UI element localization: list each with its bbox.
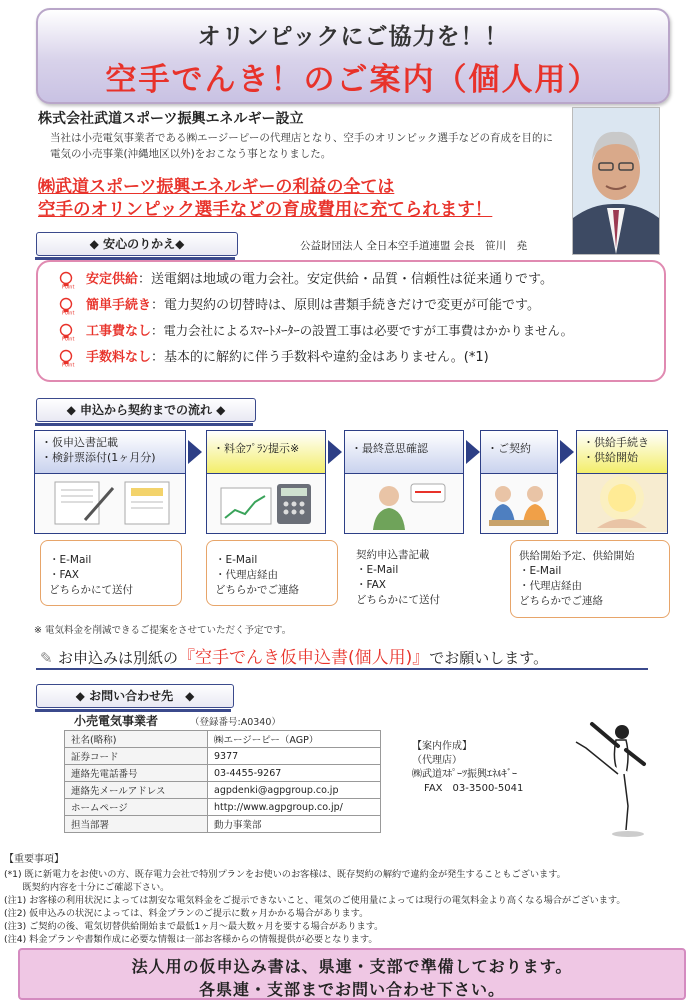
bubble-line: ・代理店経由 [215,569,278,581]
agent-fax: FAX 03-3500-5041 [424,783,524,794]
point-bulb-icon [58,349,80,367]
agent-line: ㈱武道ｽﾎﾟｰﾂ振興ｴﾈﾙｷﾞｰ [412,769,517,780]
point-bulb-icon [58,323,80,341]
flow-bubble-4 [510,540,670,618]
svg-text:Point: Point [62,336,75,341]
important-item: 既契約内容を十分にご確認下さい。 [4,882,170,893]
header-line2: 空手でんき！のご案内（個人用） [105,62,601,98]
registration-number: （登録番号:A0340） [190,717,281,728]
assurance-row [58,294,540,318]
bubble-line: ・E-Mail [519,565,562,577]
bubble-title: 契約申込書記載 [356,549,430,561]
bubble-line: どちらかにて送付 [49,584,133,596]
footer-banner [18,948,686,1000]
agent-line: （代理店） [412,755,462,766]
svg-text:Point: Point [62,284,75,289]
assurance-row [58,320,573,344]
bubble-line: ・E-Mail [356,564,399,576]
step-line: ・料金ﾌﾟﾗﾝ提示※ [213,442,300,455]
bubble-title: 供給開始予定、供給開始 [519,550,635,562]
footer-line2: 各県連・支部までお問い合わせ下さい。 [198,980,505,999]
footer-line1: 法人用の仮申込み書は、県連・支部で準備しております。 [131,957,573,976]
pen-icon: ✎ [40,649,53,667]
step-line: ・検針票添付(1ヶ月分) [41,451,156,464]
title-banner [36,8,670,104]
highlight-line2: 空手のオリンピック選手などの育成費用に充てられます！ [38,200,493,220]
assurance-text: ：電力契約の切替時は、原則は書類手続きだけで変更が可能です。 [151,298,540,313]
svg-text:Point: Point [62,362,75,367]
step-line: ・供給手続き [583,436,649,449]
apply-instruction [40,643,548,668]
table-row: ホームページ http://www.agpgroup.co.jp/ [65,799,381,816]
table-row: 担当部署 動力事業部 [65,816,381,833]
step-line: ・最終意思確認 [351,442,428,455]
flow-arrow-icon [188,440,202,464]
apply-pre: お申込みは別紙の [58,649,179,667]
bubble-line: ・代理店経由 [519,580,582,592]
agent-title: 【案内作成】 [412,741,472,752]
flow-step-4 [480,430,558,474]
flow-step-2 [206,430,326,474]
flow-step-1 [34,430,186,474]
assurance-row [58,346,489,370]
apply-post: でお願いします。 [429,649,549,667]
assurance-text: ：基本的に解約に伴う手数料や違約金はありません。(*1) [151,350,489,365]
flow-note: ※ 電気料金を削減できるご提案をさせていただく予定です。 [34,625,292,636]
bubble-line: ・E-Mail [49,554,92,566]
company-title: 株式会社武道スポーツ振興エネルギー設立 [38,111,304,127]
step-line: ・供給開始 [583,451,638,464]
step-line: ・ご契約 [487,442,531,455]
assurance-label: 安定供給 [86,272,139,287]
point-bulb-icon [58,271,80,289]
apply-form-name: 『空手でんき仮申込書(個人用)』 [178,648,430,668]
document-illustration [34,474,186,534]
bubble-line: どちらかにて送付 [356,594,440,606]
point-bulb-icon [58,297,80,315]
table-row: 連絡先電話番号 03-4455-9267 [65,765,381,782]
step-line: ・仮申込書記載 [41,436,118,449]
assurance-label: 工事費なし [86,324,152,339]
assurance-text: ：送電網は地域の電力会社。安定供給・品質・信頼性は従来通りです。 [138,272,553,287]
karate-kick-illustration [556,710,666,840]
header-line1: オリンピックにご協力を！！ [197,24,509,50]
bubble-line: ・E-Mail [215,554,258,566]
important-item: (*1) 既に新電力をお使いの方、既存電力会社で特別プランをお使いのお客様は、既存契約の解約で違約金が発生することもございます。 [4,869,566,880]
important-item: (注1) お客様の利用状況によっては割安な電気料金をご提示できないこと、電気のご使用量によっては現行の電気料金より高くなる場合がございます。 [4,895,626,906]
flow-bubble-3 [348,546,488,618]
signature: 公益財団法人 全日本空手道連盟 会長 笹川 堯 [300,240,528,252]
lightbulb-illustration [576,474,668,534]
table-row: 社名(略称) ㈱エージーピー（AGP） [65,731,381,748]
svg-text:Point: Point [62,310,75,315]
flow-step-3 [344,430,464,474]
highlight-line1: ㈱武道スポーツ振興エネルギーの利益の全ては [38,177,395,197]
flow-arrow-icon [466,440,480,464]
important-item: (注4) 料金プランや書類作成に必要な情報は一部お客様からの情報提供が必要となります。 [4,934,378,945]
contract-illustration [480,474,558,534]
bubble-line: ・FAX [356,579,386,591]
calculator-illustration [206,474,326,534]
section-contact-header: ◆ お問い合わせ先 ◆ [36,684,234,708]
assurance-label: 簡単手続き [86,298,152,313]
important-item: (注2) 仮申込みの状況によっては、料金プランのご提示に数ヶ月かかる場合があります。 [4,908,369,919]
table-row: 証券コード 9377 [65,748,381,765]
bubble-line: どちらかでご連絡 [519,595,603,607]
agent-info [412,740,523,796]
retail-label: 小売電気事業者 [74,714,159,728]
intro-text: 当社は小売電気事業者である㈱エージーピーの代理店となり、空手のオリンピック選手などの育成を目的に電気の小売事業(沖縄地区以外)をおこなう事となりました。 [50,132,553,160]
flow-arrow-icon [560,440,574,464]
contact-table [64,730,381,833]
flow-arrow-icon [328,440,342,464]
assurance-box [36,260,666,382]
table-row: 連絡先メールアドレス agpdenki@agpgroup.co.jp [65,782,381,799]
flow-bubble-2 [206,540,338,606]
flow-step-5 [576,430,668,474]
assurance-text: ：電力会社によるｽﾏｰﾄﾒｰﾀｰの設置工事は必要ですが工事費はかかりません。 [151,323,574,338]
section-anshin-header: ◆ 安心のりかえ◆ [36,232,238,256]
portrait-photo [572,107,660,255]
divider [36,668,648,670]
section-flow-header: ◆ 申込から契約までの流れ ◆ [36,398,256,422]
important-item: (注3) ご契約の後、電気切替供給開始まで最低1ヶ月～最大数ヶ月を要する場合があります。 [4,921,384,932]
bubble-line: どちらかでご連絡 [215,584,299,596]
flow-bubble-1 [40,540,182,606]
assurance-row [58,268,553,292]
phone-call-illustration [344,474,464,534]
assurance-label: 手数料なし [86,350,152,365]
important-title: 【重要事項】 [4,854,64,865]
bubble-line: ・FAX [49,569,79,581]
